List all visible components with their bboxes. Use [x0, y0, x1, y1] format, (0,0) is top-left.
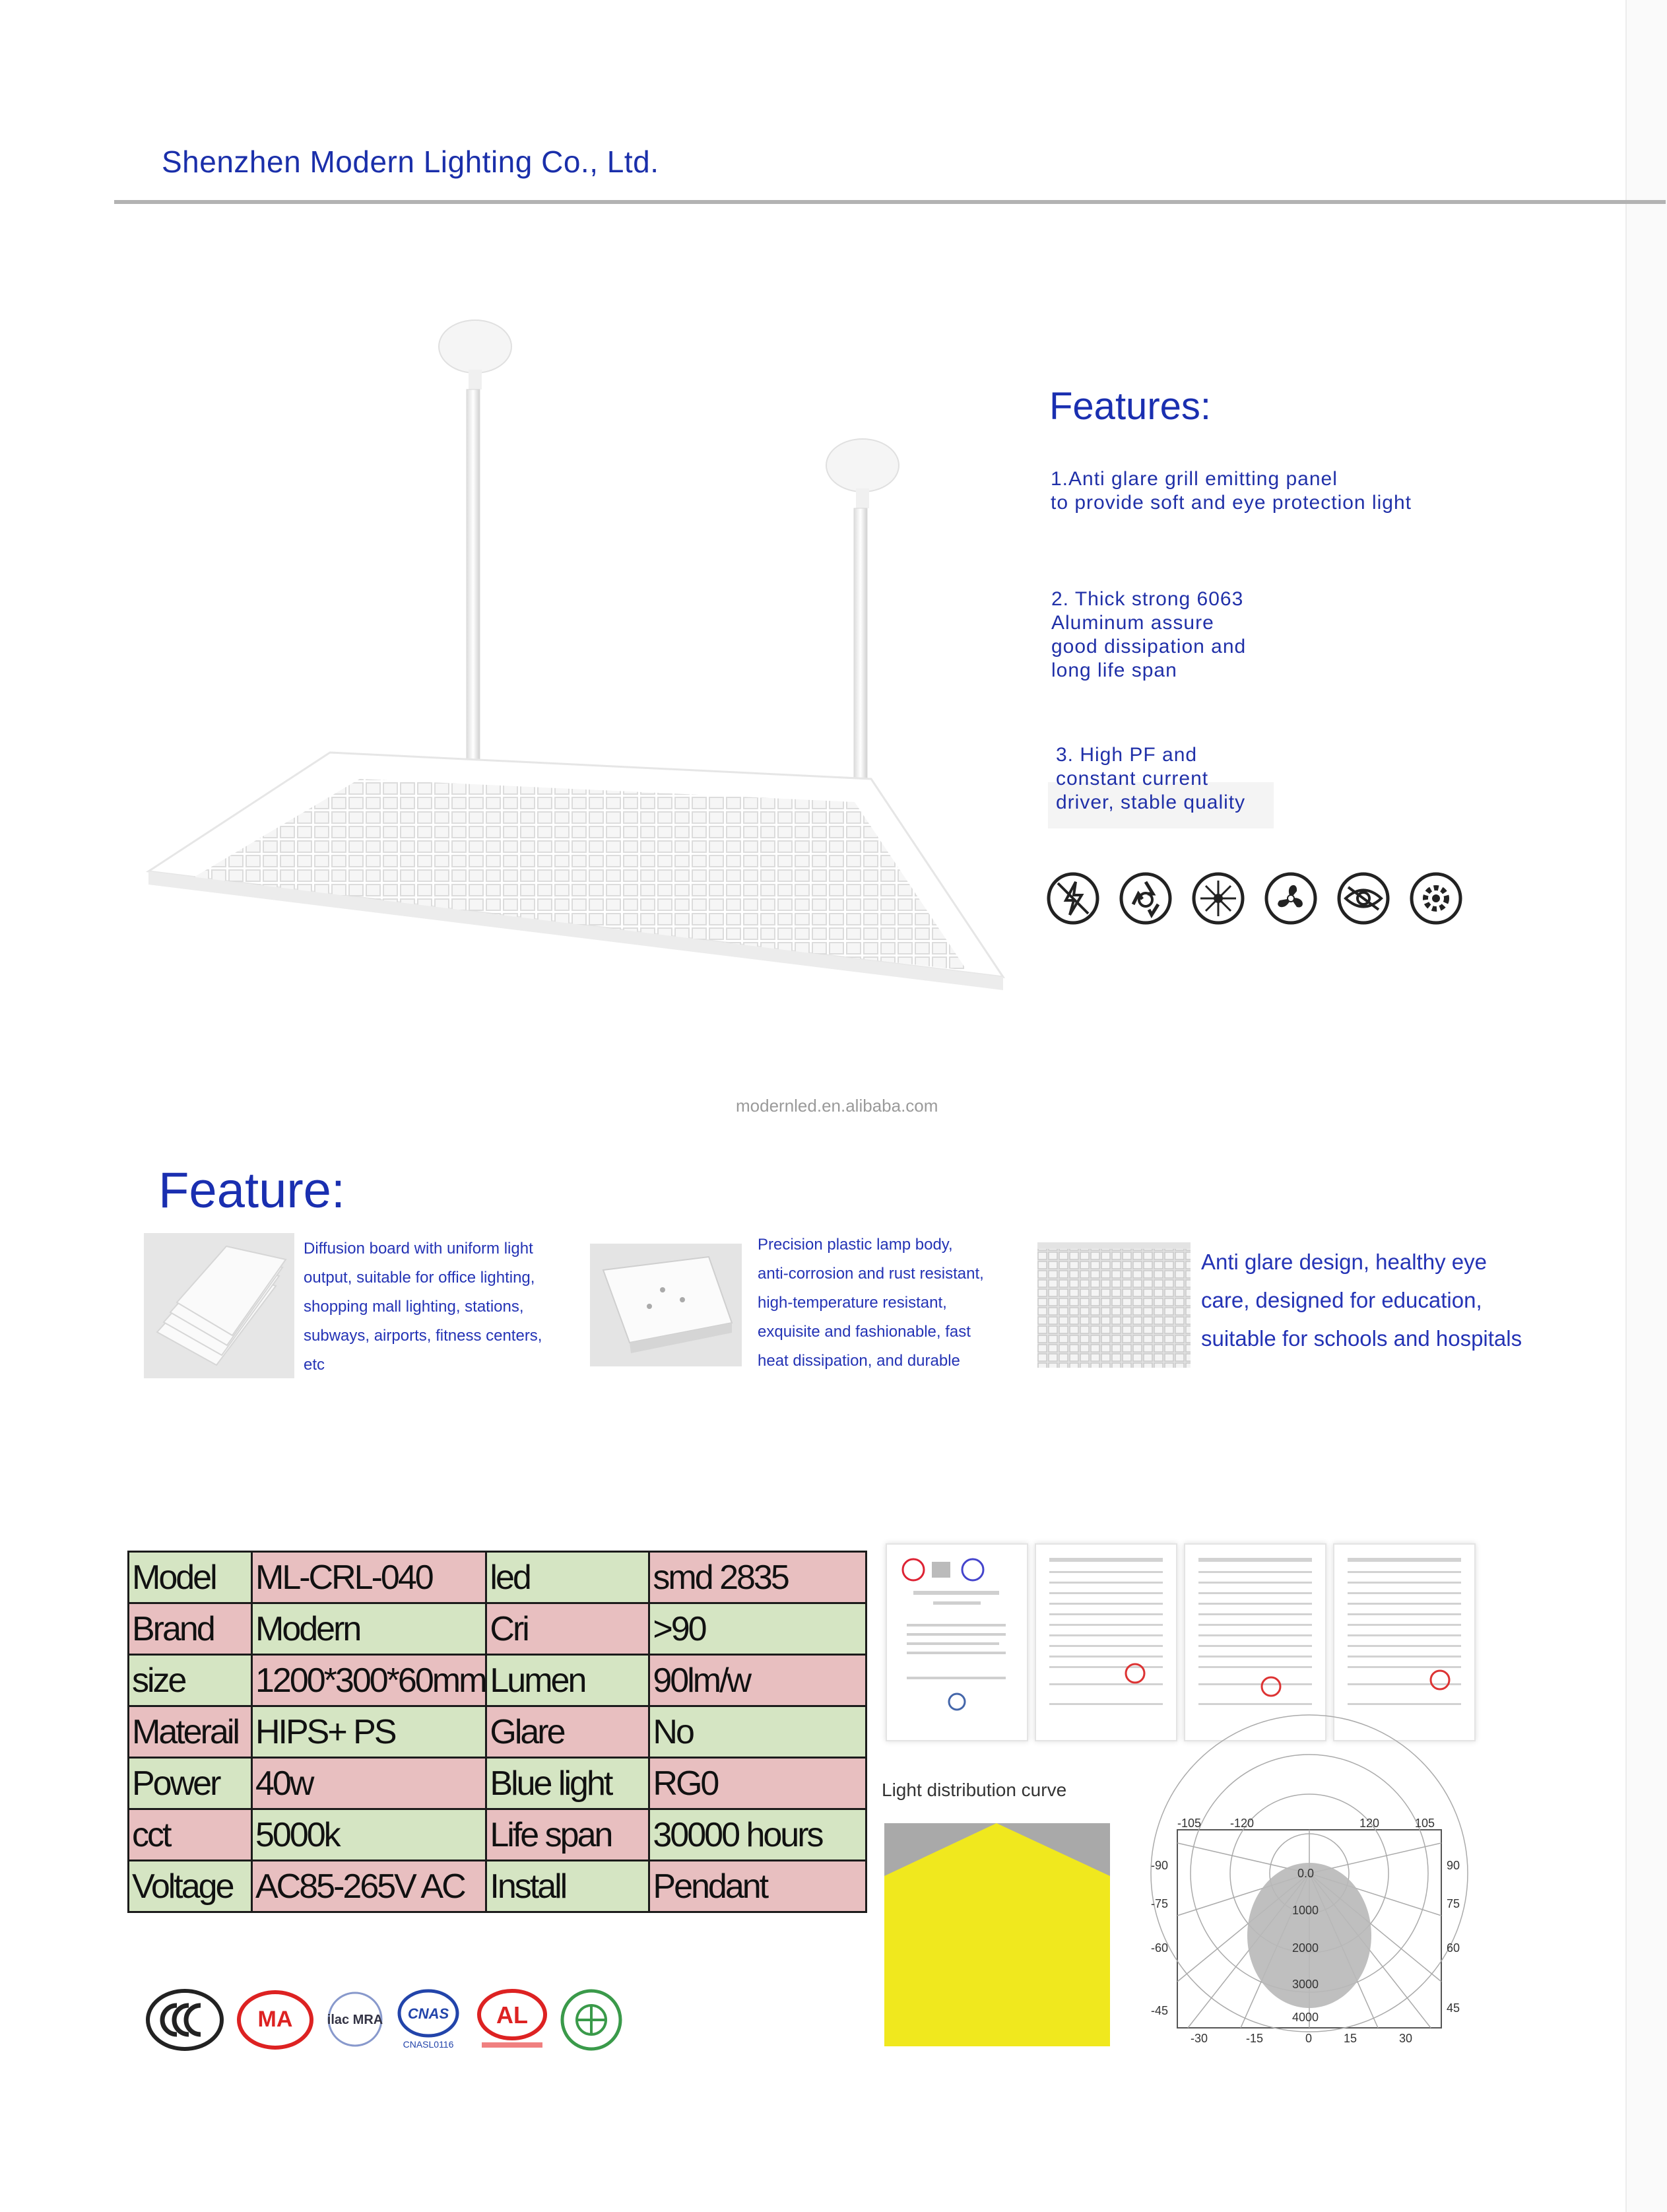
- table-row: [129, 1861, 866, 1912]
- left-tick: -60: [1151, 1941, 1169, 1955]
- spec-value: 30000 hours: [649, 1809, 866, 1861]
- test-report-document: [1184, 1543, 1326, 1741]
- spec-label: Blue light: [486, 1758, 649, 1809]
- feature-text-line: suitable for schools and hospitals: [1201, 1326, 1522, 1351]
- uniform-light-icon: [1191, 871, 1245, 925]
- spec-label: cct: [129, 1809, 252, 1861]
- bottom-tick: 30: [1399, 2032, 1413, 2045]
- svg-text:AL: AL: [496, 2001, 528, 2028]
- radial-tick: 0.0: [1297, 1867, 1315, 1880]
- feature-item-2: [1051, 587, 1246, 683]
- radial-tick: 3000: [1292, 1978, 1319, 1991]
- spec-value: >90: [649, 1603, 866, 1655]
- feature-item-line: good dissipation and: [1051, 636, 1247, 657]
- spec-label: Model: [129, 1552, 252, 1603]
- recycle-icon: [1119, 871, 1173, 925]
- diffusion-board-image: [144, 1233, 294, 1378]
- spec-label: Lumen: [486, 1655, 649, 1706]
- left-tick: -45: [1151, 2004, 1169, 2017]
- svg-text:MA: MA: [257, 2007, 293, 2032]
- spec-value: 90lm/w: [649, 1655, 866, 1706]
- spec-table: [127, 1551, 867, 1913]
- feature-item-line: driver, stable quality: [1056, 791, 1246, 813]
- spec-value: AC85-265V AC: [252, 1861, 486, 1912]
- top-tick: 105: [1415, 1817, 1435, 1830]
- light-distribution-label: Light distribution curve: [882, 1780, 1067, 1800]
- table-row: [129, 1603, 866, 1655]
- polar-distribution-chart: [1148, 1817, 1460, 2056]
- spec-label: Glare: [486, 1706, 649, 1758]
- bottom-tick: 15: [1344, 2032, 1357, 2045]
- spec-value: ML-CRL-040: [252, 1552, 486, 1603]
- spec-label: size: [129, 1655, 252, 1706]
- spec-value: No: [649, 1706, 866, 1758]
- cnas-logo-icon: [392, 1987, 465, 2053]
- spec-value: 5000k: [252, 1809, 486, 1861]
- test-report-document: [1333, 1543, 1476, 1741]
- fan-cooling-icon: [1264, 871, 1318, 925]
- spec-label: Power: [129, 1758, 252, 1809]
- table-row: [129, 1809, 866, 1861]
- svg-text:CNAS: CNAS: [407, 2005, 449, 2022]
- feature-item-line: long life span: [1051, 659, 1177, 681]
- right-tick: 90: [1447, 1859, 1460, 1872]
- ilac-mra-logo-icon: [322, 1990, 388, 2049]
- top-tick: 120: [1359, 1817, 1380, 1830]
- page-edge-strip: [1625, 0, 1667, 2212]
- feature-text-line: high-temperature resistant,: [758, 1294, 947, 1312]
- top-tick: -105: [1177, 1817, 1202, 1830]
- table-row: [129, 1552, 866, 1603]
- ccc-logo-icon: [145, 1987, 224, 2053]
- feature-text-2: [758, 1230, 984, 1376]
- features-heading: Features:: [1049, 385, 1211, 428]
- feature-item-1: [1051, 467, 1412, 515]
- spec-value: Modern: [252, 1603, 486, 1655]
- feature-text-3: [1201, 1243, 1522, 1358]
- radial-tick: 2000: [1292, 1941, 1319, 1955]
- spec-label: led: [486, 1552, 649, 1603]
- spec-value: RG0: [649, 1758, 866, 1809]
- table-row: [129, 1655, 866, 1706]
- anti-glare-grill-image: [1037, 1242, 1191, 1368]
- feature-text-line: output, suitable for office lighting,: [304, 1269, 535, 1287]
- left-tick: -90: [1151, 1859, 1169, 1872]
- cma-logo-icon: [236, 1988, 314, 2052]
- radial-tick: 4000: [1292, 2011, 1319, 2024]
- spec-label: Materail: [129, 1706, 252, 1758]
- spec-value: 1200*300*60mm: [252, 1655, 486, 1706]
- no-flicker-icon: [1046, 871, 1100, 925]
- left-tick: -75: [1151, 1897, 1169, 1910]
- radial-tick: 1000: [1292, 1904, 1319, 1917]
- feature-item-line: 1.Anti glare grill emitting panel: [1051, 468, 1338, 490]
- feature-item-line: constant current: [1056, 768, 1209, 789]
- spec-value: HIPS+ PS: [252, 1706, 486, 1758]
- top-tick: -120: [1230, 1817, 1255, 1830]
- header-divider: [114, 200, 1666, 204]
- energy-saving-logo-icon: [558, 1987, 624, 2053]
- table-row: [129, 1758, 866, 1809]
- feature-item-line: 2. Thick strong 6063: [1051, 588, 1244, 610]
- feature-text-line: anti-corrosion and rust resistant,: [758, 1265, 984, 1283]
- spec-label: Install: [486, 1861, 649, 1912]
- eye-protection-icon: [1336, 871, 1390, 925]
- feature-heading: Feature:: [158, 1162, 346, 1219]
- cal-logo-icon: [473, 1987, 552, 2053]
- bottom-tick: -15: [1246, 2032, 1264, 2045]
- right-tick: 45: [1447, 2001, 1460, 2015]
- spec-label: Life span: [486, 1809, 649, 1861]
- feature-item-line: 3. High PF and: [1056, 744, 1198, 766]
- feature-text-line: heat dissipation, and durable: [758, 1352, 960, 1370]
- pendant-light-product-image: [142, 317, 1013, 1030]
- test-report-document: [1035, 1543, 1177, 1741]
- feature-text-line: etc: [304, 1356, 325, 1374]
- feature-text-line: care, designed for education,: [1201, 1288, 1482, 1312]
- table-row: [129, 1706, 866, 1758]
- bottom-tick: -30: [1191, 2032, 1208, 2045]
- feature-text-line: Diffusion board with uniform light: [304, 1240, 533, 1257]
- svg-text:ilac MRA: ilac MRA: [327, 2013, 383, 2027]
- feature-item-line: Aluminum assure: [1051, 612, 1214, 634]
- feature-text-1: [304, 1234, 542, 1380]
- feature-text-line: Anti glare design, healthy eye: [1201, 1250, 1487, 1274]
- spec-value: 40w: [252, 1758, 486, 1809]
- spec-value: Pendant: [649, 1861, 866, 1912]
- spec-value: smd 2835: [649, 1552, 866, 1603]
- gear-durability-icon: [1409, 871, 1463, 925]
- feature-text-line: Precision plastic lamp body,: [758, 1236, 953, 1254]
- bottom-tick: 0: [1305, 2032, 1313, 2045]
- right-tick: 75: [1447, 1897, 1460, 1910]
- lamp-body-image: [590, 1244, 742, 1366]
- company-name: Shenzhen Modern Lighting Co., Ltd.: [162, 145, 659, 179]
- feature-text-line: subways, airports, fitness centers,: [304, 1327, 542, 1345]
- feature-text-line: shopping mall lighting, stations,: [304, 1298, 524, 1316]
- feature-text-line: exquisite and fashionable, fast: [758, 1323, 971, 1341]
- store-watermark: modernled.en.alibaba.com: [736, 1096, 938, 1116]
- cnas-code: CNASL0116: [403, 2039, 454, 2050]
- feature-item-line: to provide soft and eye protection light: [1051, 492, 1412, 514]
- spec-label: Voltage: [129, 1861, 252, 1912]
- spec-label: Brand: [129, 1603, 252, 1655]
- light-distribution-swatch: [884, 1823, 1110, 2046]
- spec-label: Cri: [486, 1603, 649, 1655]
- right-tick: 60: [1447, 1941, 1460, 1955]
- feature-item-3: [1056, 743, 1245, 815]
- certificate-document: [886, 1543, 1028, 1741]
